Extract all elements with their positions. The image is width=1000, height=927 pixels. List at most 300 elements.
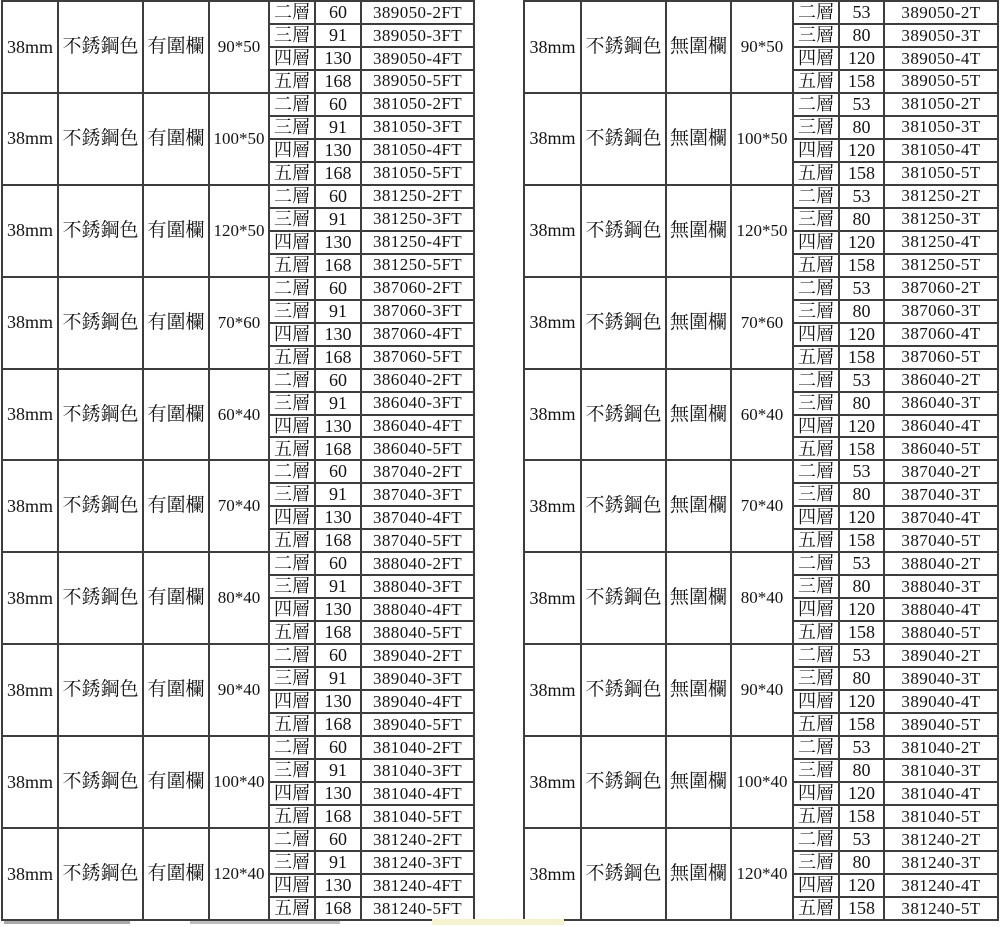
qty-cell: 80 — [839, 208, 884, 231]
qty-cell: 80 — [839, 392, 884, 415]
tier-cell: 五層 — [793, 713, 839, 736]
diameter-cell: 38mm — [2, 736, 58, 828]
qty-cell: 91 — [315, 759, 361, 782]
tier-cell: 五層 — [269, 162, 315, 185]
fence-cell: 無圍欄 — [666, 369, 731, 461]
code-cell: 386040-2T — [884, 369, 998, 392]
table-row — [2, 736, 474, 759]
code-cell: 389040-4FT — [361, 690, 474, 713]
tier-cell: 五層 — [793, 254, 839, 277]
code-cell: 381240-2T — [884, 828, 998, 851]
tier-cell: 二層 — [793, 1, 839, 24]
color-cell: 不銹鋼色 — [58, 644, 143, 736]
code-cell: 381050-4FT — [361, 139, 474, 162]
fence-cell: 有圍欄 — [143, 277, 209, 369]
code-cell: 381050-2T — [884, 93, 998, 116]
qty-cell: 80 — [839, 575, 884, 598]
diameter-cell: 38mm — [2, 1, 58, 93]
qty-cell: 91 — [315, 392, 361, 415]
table-row — [2, 828, 474, 851]
tier-cell: 四層 — [793, 690, 839, 713]
qty-cell: 91 — [315, 667, 361, 690]
tier-cell: 五層 — [793, 529, 839, 552]
size-cell: 120*40 — [731, 828, 793, 920]
tier-cell: 二層 — [793, 644, 839, 667]
qty-cell: 120 — [839, 415, 884, 438]
color-cell: 不銹鋼色 — [58, 736, 143, 828]
code-cell: 389040-2FT — [361, 644, 474, 667]
qty-cell: 60 — [315, 644, 361, 667]
qty-cell: 60 — [315, 460, 361, 483]
code-cell: 381050-5T — [884, 162, 998, 185]
tier-cell: 三層 — [793, 483, 839, 506]
color-cell: 不銹鋼色 — [581, 369, 666, 461]
qty-cell: 53 — [839, 93, 884, 116]
color-cell: 不銹鋼色 — [58, 828, 143, 920]
diameter-cell: 38mm — [2, 460, 58, 552]
qty-cell: 158 — [839, 897, 884, 920]
qty-cell: 168 — [315, 70, 361, 93]
tier-cell: 五層 — [793, 346, 839, 369]
code-cell: 389040-5FT — [361, 713, 474, 736]
product-group — [2, 736, 474, 828]
tier-cell: 五層 — [269, 897, 315, 920]
code-cell: 387040-4T — [884, 506, 998, 529]
diameter-cell: 38mm — [2, 552, 58, 644]
tier-cell: 三層 — [269, 851, 315, 874]
tier-cell: 四層 — [269, 415, 315, 438]
diameter-cell: 38mm — [2, 93, 58, 185]
qty-cell: 168 — [315, 437, 361, 460]
tier-cell: 五層 — [269, 713, 315, 736]
qty-cell: 91 — [315, 300, 361, 323]
tier-cell: 四層 — [269, 139, 315, 162]
qty-cell: 168 — [315, 805, 361, 828]
code-cell: 389050-3T — [884, 24, 998, 47]
code-cell: 387040-5T — [884, 529, 998, 552]
code-cell: 389050-2T — [884, 1, 998, 24]
code-cell: 386040-4FT — [361, 415, 474, 438]
size-cell: 70*40 — [209, 460, 269, 552]
qty-cell: 120 — [839, 506, 884, 529]
size-cell: 70*60 — [209, 277, 269, 369]
diameter-cell: 38mm — [524, 828, 581, 920]
qty-cell: 120 — [839, 598, 884, 621]
product-group — [2, 460, 474, 552]
qty-cell: 158 — [839, 162, 884, 185]
qty-cell: 158 — [839, 437, 884, 460]
code-cell: 381050-2FT — [361, 93, 474, 116]
fence-cell: 無圍欄 — [666, 828, 731, 920]
qty-cell: 168 — [315, 529, 361, 552]
qty-cell: 80 — [839, 759, 884, 782]
size-cell: 120*40 — [209, 828, 269, 920]
qty-cell: 168 — [315, 254, 361, 277]
scan-artifact-gray — [4, 921, 130, 924]
code-cell: 389040-3FT — [361, 667, 474, 690]
qty-cell: 130 — [315, 506, 361, 529]
scan-artifact-gray — [190, 921, 340, 924]
tier-cell: 三層 — [793, 116, 839, 139]
code-cell: 387060-4T — [884, 323, 998, 346]
fence-cell: 無圍欄 — [666, 736, 731, 828]
qty-cell: 53 — [839, 185, 884, 208]
tier-cell: 二層 — [269, 552, 315, 575]
color-cell: 不銹鋼色 — [58, 277, 143, 369]
code-cell: 381240-3T — [884, 851, 998, 874]
code-cell: 386040-2FT — [361, 369, 474, 392]
code-cell: 387040-3T — [884, 483, 998, 506]
tier-cell: 五層 — [269, 346, 315, 369]
tier-cell: 四層 — [793, 598, 839, 621]
code-cell: 389050-3FT — [361, 24, 474, 47]
code-cell: 387040-2T — [884, 460, 998, 483]
product-group — [2, 828, 474, 920]
table-row — [524, 736, 998, 759]
product-group — [524, 1, 998, 93]
code-cell: 381040-4FT — [361, 782, 474, 805]
tier-cell: 三層 — [793, 667, 839, 690]
table-row — [2, 460, 474, 483]
product-group — [524, 277, 998, 369]
tier-cell: 四層 — [269, 506, 315, 529]
size-cell: 100*40 — [209, 736, 269, 828]
code-cell: 387040-4FT — [361, 506, 474, 529]
table-row — [524, 460, 998, 483]
code-cell: 381040-5T — [884, 805, 998, 828]
tier-cell: 二層 — [793, 185, 839, 208]
fence-cell: 有圍欄 — [143, 644, 209, 736]
qty-cell: 53 — [839, 1, 884, 24]
product-group — [524, 828, 998, 920]
tier-cell: 二層 — [793, 736, 839, 759]
tier-cell: 二層 — [793, 828, 839, 851]
table-row — [524, 1, 998, 24]
qty-cell: 53 — [839, 552, 884, 575]
code-cell: 388040-3FT — [361, 575, 474, 598]
qty-cell: 91 — [315, 483, 361, 506]
fence-cell: 無圍欄 — [666, 460, 731, 552]
tier-cell: 三層 — [269, 24, 315, 47]
tier-cell: 三層 — [269, 300, 315, 323]
tier-cell: 五層 — [793, 70, 839, 93]
code-cell: 386040-5T — [884, 437, 998, 460]
tier-cell: 五層 — [793, 621, 839, 644]
code-cell: 381040-3FT — [361, 759, 474, 782]
code-cell: 381040-2FT — [361, 736, 474, 759]
fence-cell: 無圍欄 — [666, 644, 731, 736]
qty-cell: 60 — [315, 552, 361, 575]
tier-cell: 三層 — [269, 208, 315, 231]
code-cell: 387060-3T — [884, 300, 998, 323]
code-cell: 381040-5FT — [361, 805, 474, 828]
product-group — [2, 552, 474, 644]
qty-cell: 158 — [839, 346, 884, 369]
fence-cell: 無圍欄 — [666, 185, 731, 277]
diameter-cell: 38mm — [524, 552, 581, 644]
code-cell: 388040-5FT — [361, 621, 474, 644]
code-cell: 381250-5FT — [361, 254, 474, 277]
diameter-cell: 38mm — [524, 736, 581, 828]
fence-cell: 有圍欄 — [143, 736, 209, 828]
table-row — [524, 277, 998, 300]
tier-cell: 三層 — [269, 116, 315, 139]
code-cell: 389050-5FT — [361, 70, 474, 93]
code-cell: 381250-3T — [884, 208, 998, 231]
tier-cell: 三層 — [269, 759, 315, 782]
size-cell: 70*40 — [731, 460, 793, 552]
qty-cell: 53 — [839, 828, 884, 851]
table-row — [524, 93, 998, 116]
diameter-cell: 38mm — [524, 277, 581, 369]
product-group — [524, 460, 998, 552]
tier-cell: 三層 — [793, 392, 839, 415]
qty-cell: 168 — [315, 162, 361, 185]
qty-cell: 168 — [315, 621, 361, 644]
qty-cell: 130 — [315, 47, 361, 70]
code-cell: 386040-5FT — [361, 437, 474, 460]
code-cell: 387060-2T — [884, 277, 998, 300]
table-row — [524, 185, 998, 208]
code-cell: 388040-4FT — [361, 598, 474, 621]
tier-cell: 二層 — [269, 828, 315, 851]
code-cell: 387060-4FT — [361, 323, 474, 346]
table-row — [524, 828, 998, 851]
product-group — [2, 644, 474, 736]
code-cell: 387060-2FT — [361, 277, 474, 300]
code-cell: 381250-2FT — [361, 185, 474, 208]
fence-cell: 有圍欄 — [143, 369, 209, 461]
qty-cell: 60 — [315, 185, 361, 208]
diameter-cell: 38mm — [524, 93, 581, 185]
fence-cell: 有圍欄 — [143, 460, 209, 552]
tier-cell: 二層 — [793, 277, 839, 300]
qty-cell: 130 — [315, 139, 361, 162]
color-cell: 不銹鋼色 — [581, 1, 666, 93]
tier-cell: 三層 — [793, 24, 839, 47]
code-cell: 389040-3T — [884, 667, 998, 690]
code-cell: 387040-5FT — [361, 529, 474, 552]
tier-cell: 三層 — [793, 300, 839, 323]
qty-cell: 158 — [839, 529, 884, 552]
tier-cell: 二層 — [269, 644, 315, 667]
qty-cell: 158 — [839, 621, 884, 644]
qty-cell: 60 — [315, 277, 361, 300]
color-cell: 不銹鋼色 — [581, 93, 666, 185]
tier-cell: 二層 — [269, 736, 315, 759]
tier-cell: 三層 — [269, 392, 315, 415]
table-row — [2, 185, 474, 208]
code-cell: 381050-5FT — [361, 162, 474, 185]
product-group — [2, 185, 474, 277]
tier-cell: 五層 — [269, 254, 315, 277]
qty-cell: 158 — [839, 254, 884, 277]
qty-cell: 60 — [315, 93, 361, 116]
qty-cell: 91 — [315, 116, 361, 139]
code-cell: 389040-4T — [884, 690, 998, 713]
qty-cell: 91 — [315, 24, 361, 47]
color-cell: 不銹鋼色 — [58, 552, 143, 644]
product-group — [524, 552, 998, 644]
fence-cell: 有圍欄 — [143, 1, 209, 93]
table-row — [2, 277, 474, 300]
tier-cell: 四層 — [793, 874, 839, 897]
code-cell: 381040-2T — [884, 736, 998, 759]
size-cell: 80*40 — [731, 552, 793, 644]
color-cell: 不銹鋼色 — [581, 644, 666, 736]
tier-cell: 五層 — [269, 805, 315, 828]
size-cell: 60*40 — [209, 369, 269, 461]
code-cell: 387040-3FT — [361, 483, 474, 506]
tier-cell: 四層 — [793, 506, 839, 529]
code-cell: 389040-5T — [884, 713, 998, 736]
tier-cell: 二層 — [269, 1, 315, 24]
code-cell: 387060-5FT — [361, 346, 474, 369]
fence-cell: 無圍欄 — [666, 1, 731, 93]
diameter-cell: 38mm — [2, 369, 58, 461]
size-cell: 80*40 — [209, 552, 269, 644]
diameter-cell: 38mm — [2, 828, 58, 920]
color-cell: 不銹鋼色 — [58, 1, 143, 93]
tier-cell: 四層 — [269, 690, 315, 713]
code-cell: 381050-3T — [884, 116, 998, 139]
code-cell: 386040-3T — [884, 392, 998, 415]
tier-cell: 二層 — [793, 93, 839, 116]
size-cell: 90*40 — [731, 644, 793, 736]
code-cell: 387060-5T — [884, 346, 998, 369]
product-group — [524, 644, 998, 736]
code-cell: 381250-2T — [884, 185, 998, 208]
table-row — [2, 644, 474, 667]
code-cell: 381250-4FT — [361, 231, 474, 254]
table-row — [524, 552, 998, 575]
tier-cell: 三層 — [793, 851, 839, 874]
size-cell: 100*50 — [731, 93, 793, 185]
fence-cell: 無圍欄 — [666, 93, 731, 185]
code-cell: 386040-4T — [884, 415, 998, 438]
tier-cell: 二層 — [269, 277, 315, 300]
code-cell: 381240-4FT — [361, 874, 474, 897]
code-cell: 389050-5T — [884, 70, 998, 93]
tier-cell: 四層 — [793, 231, 839, 254]
size-cell: 100*50 — [209, 93, 269, 185]
table-row — [2, 369, 474, 392]
qty-cell: 168 — [315, 897, 361, 920]
tier-cell: 三層 — [793, 759, 839, 782]
qty-cell: 120 — [839, 323, 884, 346]
qty-cell: 130 — [315, 598, 361, 621]
qty-cell: 130 — [315, 231, 361, 254]
tier-cell: 五層 — [793, 437, 839, 460]
qty-cell: 130 — [315, 874, 361, 897]
spec-table-left — [1, 0, 475, 921]
qty-cell: 130 — [315, 323, 361, 346]
code-cell: 381050-3FT — [361, 116, 474, 139]
color-cell: 不銹鋼色 — [581, 185, 666, 277]
tier-cell: 五層 — [793, 897, 839, 920]
code-cell: 387060-3FT — [361, 300, 474, 323]
color-cell: 不銹鋼色 — [581, 736, 666, 828]
tier-cell: 五層 — [269, 621, 315, 644]
size-cell: 90*50 — [209, 1, 269, 93]
qty-cell: 130 — [315, 690, 361, 713]
qty-cell: 60 — [315, 736, 361, 759]
qty-cell: 158 — [839, 70, 884, 93]
tier-cell: 五層 — [269, 437, 315, 460]
code-cell: 388040-2T — [884, 552, 998, 575]
color-cell: 不銹鋼色 — [58, 93, 143, 185]
qty-cell: 53 — [839, 369, 884, 392]
qty-cell: 91 — [315, 575, 361, 598]
code-cell: 389050-4T — [884, 47, 998, 70]
qty-cell: 130 — [315, 782, 361, 805]
diameter-cell: 38mm — [2, 644, 58, 736]
qty-cell: 120 — [839, 874, 884, 897]
tier-cell: 五層 — [793, 162, 839, 185]
fence-cell: 有圍欄 — [143, 185, 209, 277]
code-cell: 388040-2FT — [361, 552, 474, 575]
qty-cell: 53 — [839, 644, 884, 667]
qty-cell: 80 — [839, 851, 884, 874]
tier-cell: 三層 — [793, 575, 839, 598]
spec-table-right — [523, 0, 999, 921]
qty-cell: 60 — [315, 1, 361, 24]
qty-cell: 158 — [839, 713, 884, 736]
tier-cell: 三層 — [269, 575, 315, 598]
tier-cell: 四層 — [269, 47, 315, 70]
fence-cell: 有圍欄 — [143, 93, 209, 185]
tier-cell: 四層 — [793, 139, 839, 162]
code-cell: 388040-5T — [884, 621, 998, 644]
qty-cell: 60 — [315, 369, 361, 392]
code-cell: 381040-3T — [884, 759, 998, 782]
size-cell: 100*40 — [731, 736, 793, 828]
tier-cell: 二層 — [269, 185, 315, 208]
qty-cell: 158 — [839, 805, 884, 828]
tier-cell: 三層 — [269, 667, 315, 690]
tier-cell: 四層 — [793, 415, 839, 438]
tier-cell: 五層 — [269, 70, 315, 93]
code-cell: 381240-3FT — [361, 851, 474, 874]
color-cell: 不銹鋼色 — [58, 369, 143, 461]
fence-cell: 無圍欄 — [666, 277, 731, 369]
tier-cell: 四層 — [793, 782, 839, 805]
tier-cell: 二層 — [793, 460, 839, 483]
qty-cell: 60 — [315, 828, 361, 851]
color-cell: 不銹鋼色 — [581, 552, 666, 644]
tier-cell: 二層 — [269, 460, 315, 483]
code-cell: 381250-5T — [884, 254, 998, 277]
diameter-cell: 38mm — [524, 1, 581, 93]
size-cell: 60*40 — [731, 369, 793, 461]
tier-cell: 四層 — [269, 231, 315, 254]
color-cell: 不銹鋼色 — [581, 460, 666, 552]
code-cell: 381240-5FT — [361, 897, 474, 920]
tier-cell: 四層 — [269, 874, 315, 897]
qty-cell: 168 — [315, 713, 361, 736]
product-group — [524, 185, 998, 277]
fence-cell: 有圍欄 — [143, 828, 209, 920]
diameter-cell: 38mm — [524, 460, 581, 552]
qty-cell: 53 — [839, 460, 884, 483]
tier-cell: 二層 — [269, 369, 315, 392]
code-cell: 381240-5T — [884, 897, 998, 920]
tier-cell: 三層 — [793, 208, 839, 231]
code-cell: 388040-4T — [884, 598, 998, 621]
code-cell: 381250-4T — [884, 231, 998, 254]
size-cell: 90*40 — [209, 644, 269, 736]
qty-cell: 80 — [839, 300, 884, 323]
